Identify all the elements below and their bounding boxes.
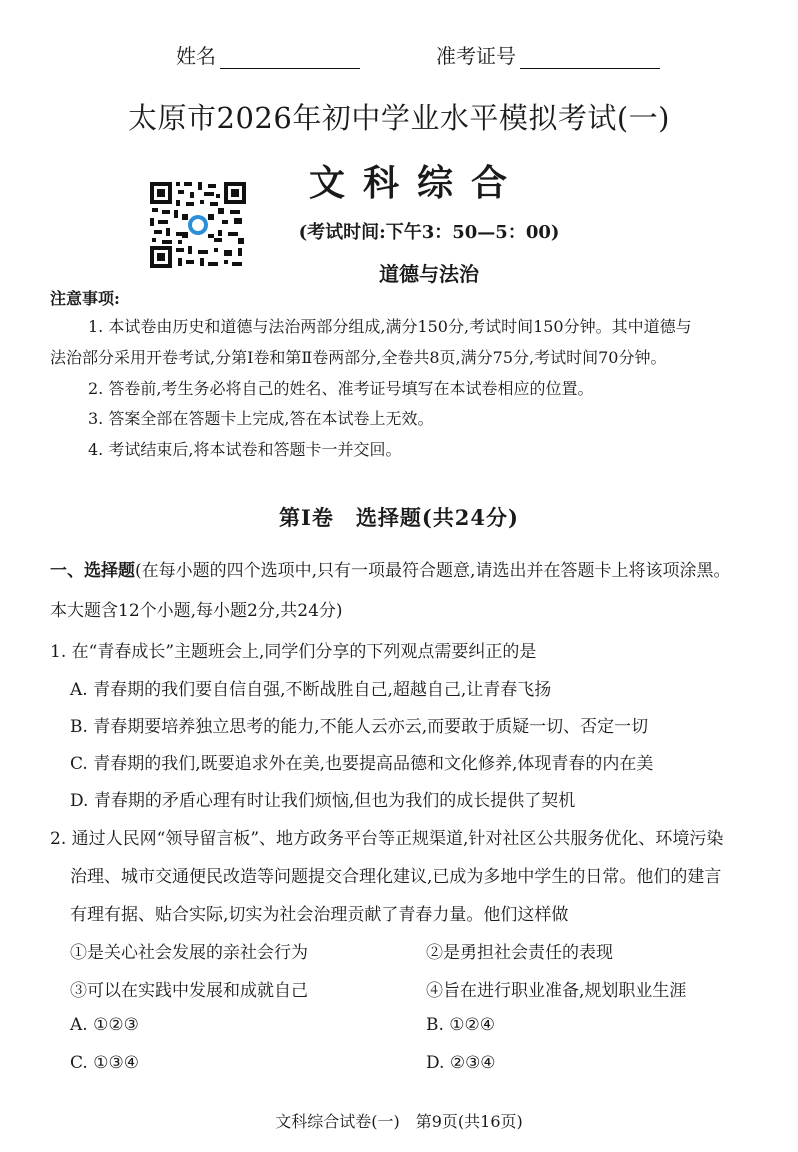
notice-line: 1. 本试卷由历史和道德与法治两部分组成,满分150分,考试时间150分钟。其中道德与 xyxy=(88,317,692,336)
notice-heading: 注意事项: xyxy=(50,289,120,308)
part-title: 道德与法治 xyxy=(379,262,479,286)
name-field xyxy=(176,40,360,69)
page-footer: 文科综合试卷(一) 第9页(共16页) xyxy=(275,1112,523,1131)
question-2-statement: ①是关心社会发展的亲社会行为 xyxy=(70,943,308,963)
exam-id-field xyxy=(436,40,660,69)
question-1-option: D. 青春期的矛盾心理有时让我们烦恼,但也为我们的成长提供了契机 xyxy=(70,791,576,811)
notice-line: 2. 答卷前,考生务必将自己的姓名、准考证号填写在本试卷相应的位置。 xyxy=(88,379,594,398)
question-1-option: A. 青春期的我们要自信自强,不断战胜自己,超越自己,让青春飞扬 xyxy=(70,680,552,700)
name-label: 姓名 xyxy=(176,44,216,68)
question-2-option: A. ①②③ xyxy=(70,1015,139,1035)
section-instruction xyxy=(50,556,730,581)
notice-line: 3. 答案全部在答题卡上完成,答在本试卷上无效。 xyxy=(88,409,434,428)
section-instruction-2: 本大题含12个小题,每小题2分,共24分) xyxy=(50,601,343,621)
question-1-option: C. 青春期的我们,既要追求外在美,也要提高品德和文化修养,体现青春的内在美 xyxy=(70,754,654,774)
instruction-text: (在每小题的四个选项中,只有一项最符合题意,请选出并在答题卡上将该项涂黑。 xyxy=(135,561,731,581)
notice-line: 法治部分采用开卷考试,分第Ⅰ卷和第Ⅱ卷两部分,全卷共8页,满分75分,考试时间70分钟。 xyxy=(50,348,667,367)
question-1-option: B. 青春期要培养独立思考的能力,不能人云亦云,而要敢于质疑一切、否定一切 xyxy=(70,717,649,737)
qr-code-icon xyxy=(148,180,248,270)
notice-line: 4. 考试结束后,将本试卷和答题卡一并交回。 xyxy=(88,440,402,459)
question-2-stem: 有理有据、贴合实际,切实为社会治理贡献了青春力量。他们这样做 xyxy=(70,905,569,925)
section-title: 第Ⅰ卷 选择题(共24分) xyxy=(279,505,519,530)
exam-id-blank xyxy=(520,46,660,69)
question-2-option: B. ①②④ xyxy=(426,1015,496,1035)
question-1-stem: 1. 在“青春成长”主题班会上,同学们分享的下列观点需要纠正的是 xyxy=(50,642,537,662)
exam-id-label: 准考证号 xyxy=(436,44,516,68)
question-2-statement: ③可以在实践中发展和成就自己 xyxy=(70,981,308,1001)
question-2-stem: 治理、城市交通便民改造等问题提交合理化建议,已成为多地中学生的日常。他们的建言 xyxy=(70,867,722,887)
question-2-stem: 2. 通过人民网“领导留言板”、地方政务平台等正规渠道,针对社区公共服务优化、环境污染 xyxy=(50,829,724,849)
exam-time: (考试时间:下午3：50—5：00) xyxy=(298,222,560,243)
question-2-statement: ④旨在进行职业准备,规划职业生涯 xyxy=(426,981,687,1001)
instruction-bold: 一、选择题 xyxy=(50,561,135,581)
name-blank xyxy=(220,46,360,69)
question-2-statement: ②是勇担社会责任的表现 xyxy=(426,943,613,963)
exam-title: 太原市2026年初中学业水平模拟考试(一) xyxy=(128,101,670,135)
subject-title: 文科综合 xyxy=(308,162,525,204)
question-2-option: D. ②③④ xyxy=(426,1053,496,1073)
question-2-option: C. ①③④ xyxy=(70,1053,139,1073)
